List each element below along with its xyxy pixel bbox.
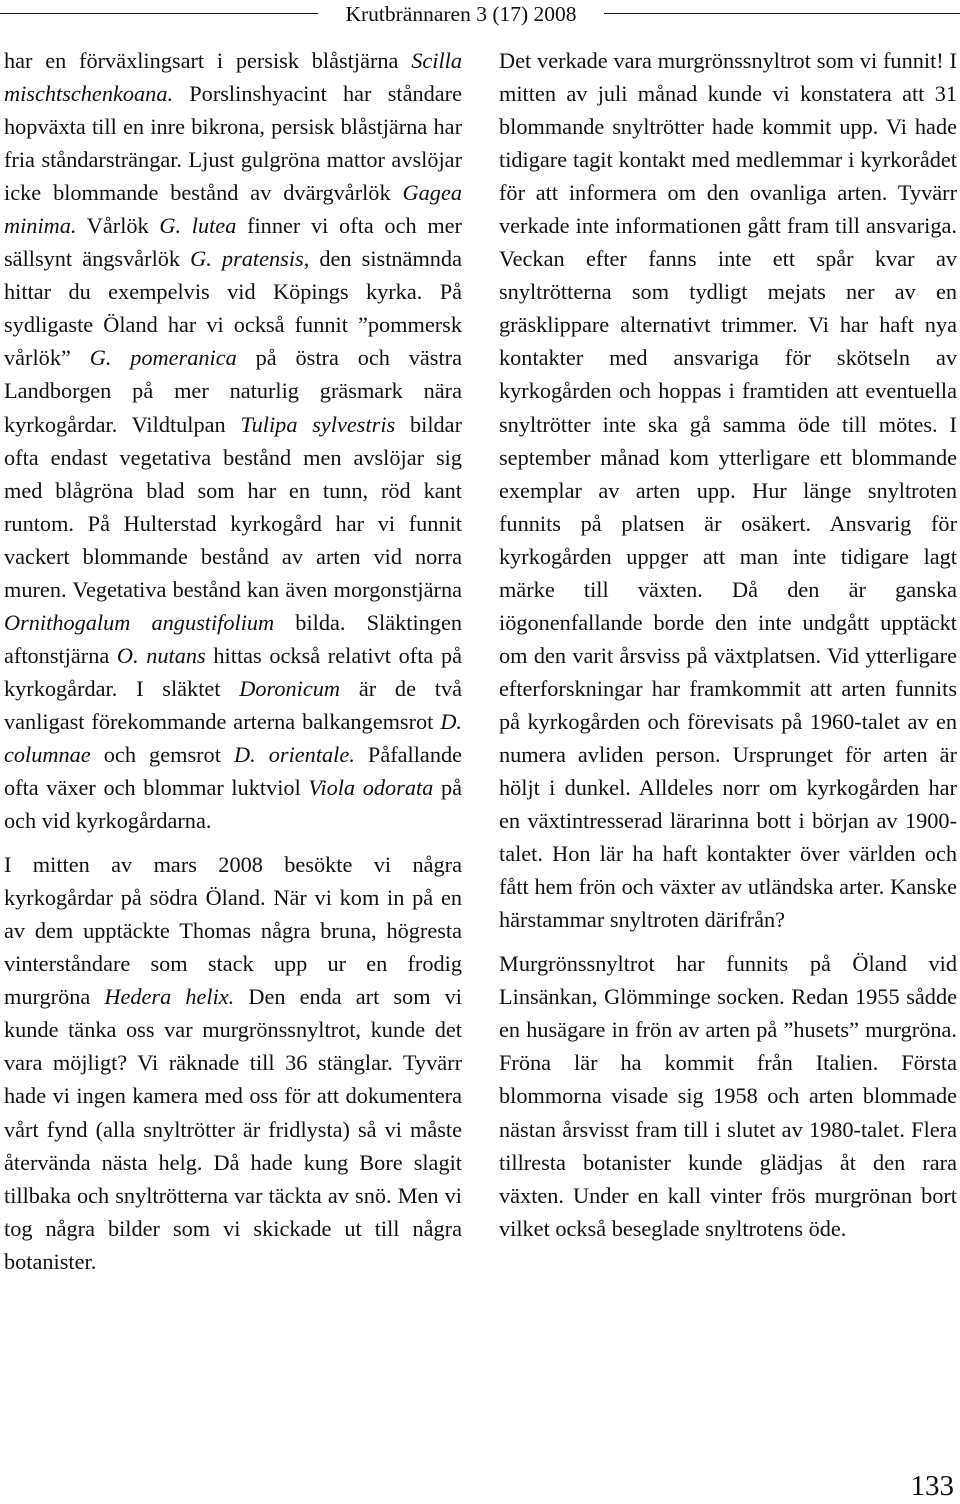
right-column	[499, 44, 957, 1245]
species-name: Ornithogalum angustifolium	[4, 609, 275, 635]
text-run: den sistnämnda hittar du exempelvis vid Köpings kyrka. På sydligaste Öland har vi också funnit ”pommersk vårlök”	[4, 246, 462, 371]
species-name: Gagea minima.	[4, 180, 462, 239]
paragraph	[499, 44, 957, 936]
text-run: finner vi ofta och mer sällsynt ängsvårlök	[4, 213, 462, 272]
species-name: G. pratensis,	[190, 246, 310, 272]
header-rule-left	[0, 13, 318, 14]
species-name: D. orientale.	[233, 741, 355, 767]
running-head: Krutbrännaren 3 (17) 2008	[345, 2, 577, 26]
text-run: Den enda art som vi kunde tänka oss var murgrönssnyltrot, kunde det vara möjligt? Vi räknade till 36 stänglar. Tyvärr hade vi ingen kamera med oss för att dokumentera vårt fynd (alla snyltrötter är fridlysta) så vi måste återvända nästa helg. Då hade kung Bore slagit tillbaka och snyltrötterna var täckta av snö. Men vi tog några bilder som vi skickade ut till några botanister.	[4, 984, 462, 1274]
species-name: Hedera helix.	[104, 984, 235, 1010]
text-run: Påfallande ofta växer och blommar luktviol	[4, 741, 463, 801]
paragraph	[4, 848, 462, 1278]
text-run: och gemsrot	[90, 741, 234, 767]
paragraph	[4, 44, 462, 837]
text-run: I mitten av mars 2008 besökte vi några kyrkogårdar på södra Öland. När vi kom in på en av dem upptäckte Thomas några bruna, högresta vinterståndare som stack upp ur en frodig murgröna	[4, 852, 462, 1010]
species-name: G. pomeranica	[89, 345, 237, 371]
left-column	[4, 44, 462, 1278]
text-run: på östra och västra Landborgen på mer naturlig gräsmark nära kyrkogårdar. Vildtulpan	[4, 345, 462, 437]
text-run: har en förväxlingsart i persisk blåstjärna	[4, 48, 412, 73]
species-name: O. nutans	[116, 642, 206, 668]
species-name: Tulipa sylvestris	[240, 411, 396, 437]
species-name: Scilla mischtschenkoana.	[4, 48, 462, 107]
page-number: 133	[910, 1470, 954, 1502]
text-run: Det verkade vara murgrönssnyltrot som vi funnit! I mitten av juli månad kunde vi konstatera att 31 blommande snyltrötter hade kommit upp. Vi hade tidigare tagit kontakt med medlemmar i kyrkorådet för att informera om den ovanliga arten. Tyvärr verkade inte informationen gått fram till ansvariga. Veckan efter fanns inte ett spår kvar av snyltrötterna som tydligt mejats ner av en gräsklippare alternativt trimmer. Vi har haft nya kontakter med ansvariga för skötseln av kyrkogården och hoppas i framtiden att eventuella snyltrötter inte ska gå samma öde till mötes. I september månad kom ytterligare ett blommande exemplar av arten upp. Hur länge snyltroten funnits på platsen är osäkert. Ansvarig för kyrkogården uppger att man inte tidigare lagt märke till växten. Då den är ganska iögonenfallande borde den inte undgått upptäckt om den varit årsviss på växtplatsen. Vid ytterligare efterforskningar har framkommit att arten funnits på kyrkogården och förevisats på 1960-talet av en numera avliden person. Ursprunget för arten är höljt i dunkel. Alldeles norr om kyrkogården har en växtintresserad lärarinna bott i början av 1900-talet. Hon lär ha haft kontakter över världen och fått hem frön och växter av utländska arter. Kanske härstammar snyltroten därifrån?	[499, 48, 957, 933]
text-run: Murgrönssnyltrot har funnits på Öland vid Linsänkan, Glömminge socken. Redan 1955 sådde en husägare in frön av arten på ”husets” murgröna. Fröna lär ha kommit från Italien. Första blommorna visade sig 1958 och arten blommade nästan årsvisst fram till i slutet av 1980-talet. Flera tillresta botanister kunde glädjas åt den rara växten. Under en kall vinter frös murgrönan bort vilket också beseglade snyltrotens öde.	[499, 951, 957, 1241]
species-name: Doronicum	[239, 675, 341, 701]
header-rule-right	[604, 13, 960, 14]
text-run: bildar ofta endast vegetativa bestånd men avslöjar sig med blågröna blad som har en tunn, röd kant runtom. På Hulterstad kyrkogård har vi funnit vackert blommande bestånd av arten vid norra muren. Vegetativa bestånd kan även morgonstjärna	[4, 411, 462, 602]
text-run: Vårlök	[76, 213, 160, 239]
species-name: Viola odorata	[308, 775, 434, 801]
text-run: är de två vanligast förekommande arterna balkangemsrot	[4, 675, 462, 734]
species-name: G. lutea	[159, 213, 237, 239]
text-run: hittas också relativt ofta på kyrkogårdar. I släktet	[4, 642, 462, 701]
text-run: bilda. Släktingen aftonstjärna	[4, 609, 462, 668]
species-name: D. columnae	[4, 708, 462, 767]
paragraph	[499, 947, 957, 1244]
text-run: Porslinshyacint har ståndare hopväxta till en inre bikrona, persisk blåstjärna har fria ståndarsträngar. Ljust gulgröna mattor avslöjar icke blommande bestånd av dvärgvårlök	[4, 81, 462, 206]
text-run: på och vid kyrkogårdarna.	[4, 775, 463, 834]
